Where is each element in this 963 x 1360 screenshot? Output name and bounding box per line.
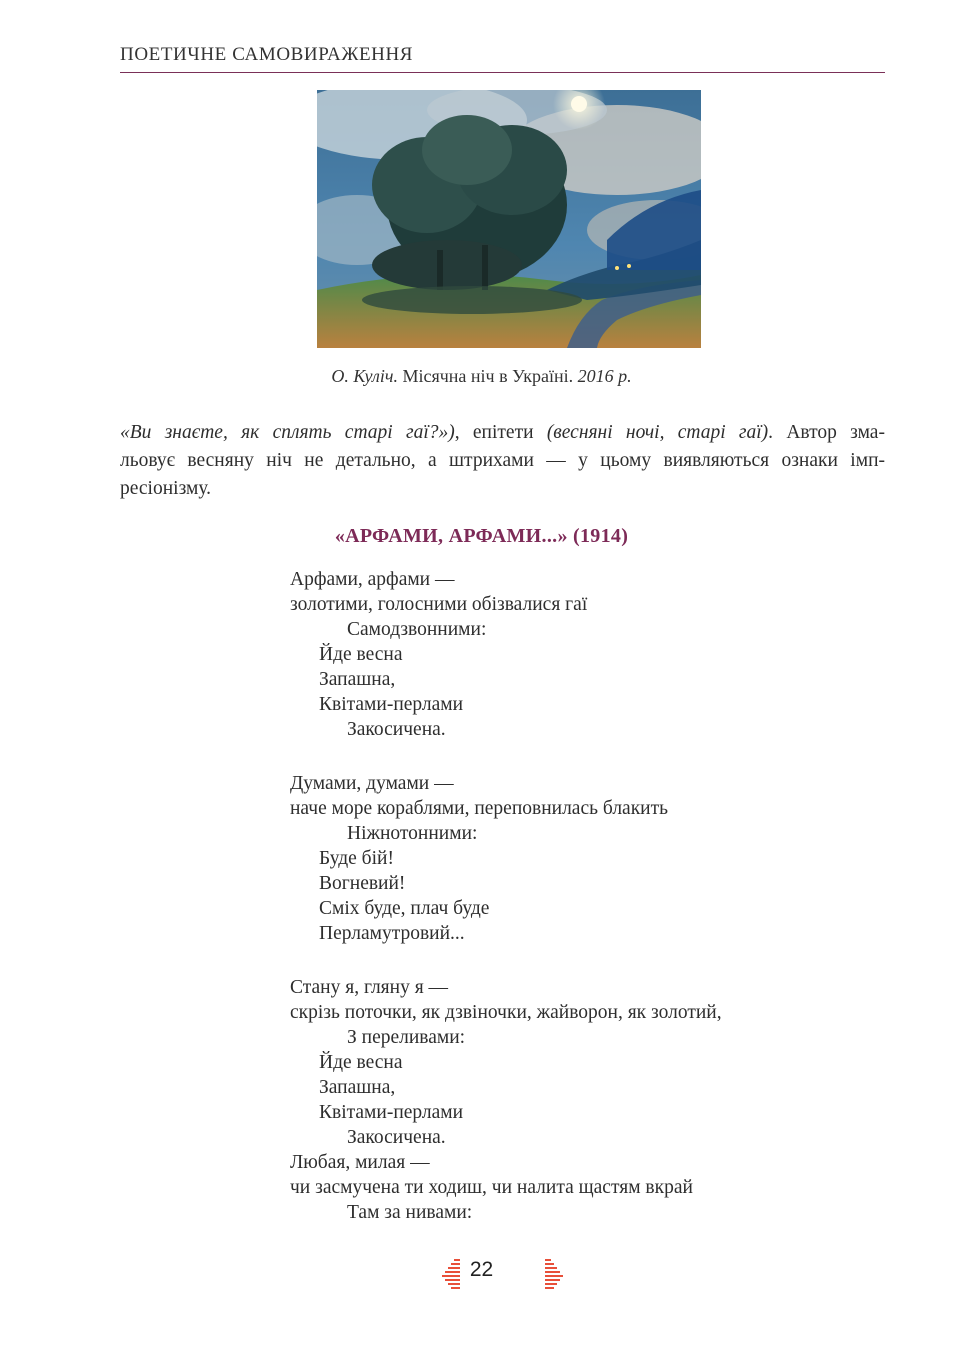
poem-line: чи засмучена ти ходиш, чи налита щастям вкрай <box>290 1177 693 1198</box>
poem-line: Квітами-перлами <box>319 1102 464 1123</box>
poem-line: З переливами: <box>347 1027 466 1048</box>
poem-line: Ніжнотонними: <box>347 823 478 844</box>
page-number: 22 <box>469 1258 494 1281</box>
poem-line: Самодзвонними: <box>347 619 487 640</box>
paragraph-line-3: ресіонізму. <box>120 478 212 499</box>
figure-caption <box>0 366 963 387</box>
poem-line: золотими, голосними обізвалися гаї <box>290 594 588 615</box>
poem-title-text: «АРФАМИ, АРФАМИ...» <box>334 525 568 547</box>
paragraph-line-1 <box>120 419 885 447</box>
poem-line: Стану я, гляну я — <box>290 977 449 998</box>
poem-line: Думами, думами — <box>290 773 454 794</box>
poem-line: Йде весна <box>319 644 403 665</box>
poem-line: Любая, милая — <box>290 1152 430 1173</box>
poem-line: Квітами-перлами <box>319 694 464 715</box>
poem-line: Арфами, арфами — <box>290 569 455 590</box>
header-rule <box>120 72 885 73</box>
poem-year: (1914) <box>567 525 629 547</box>
poem-line: Закосичена. <box>347 719 446 740</box>
running-header-title: ПОЕТИЧНЕ САМОВИРАЖЕННЯ <box>120 44 414 65</box>
poem-title <box>0 525 963 548</box>
body-paragraph <box>120 419 885 503</box>
poem-body <box>290 567 722 1225</box>
poem-line: Вогневий! <box>319 873 406 894</box>
poem-line: Перламутровий... <box>319 923 465 944</box>
poem-line: Закосичена. <box>347 1127 446 1148</box>
paragraph-line-2: льовує весняну ніч не детально, а штрихами — у цьому виявляються ознаки імп- <box>120 450 885 471</box>
paragraph-text: , епітети <box>454 422 547 443</box>
poem-line: Сміх буде, плач буде <box>319 898 490 919</box>
poem-line: Запашна, <box>319 669 396 690</box>
painting-moonlit-night <box>317 90 701 348</box>
right-ornament-icon <box>545 1258 563 1297</box>
poem-line: Там за нивами: <box>347 1202 473 1223</box>
epithets: (весняні ночі, старі гаї) <box>546 422 769 443</box>
caption-title: Місячна ніч в Україні. <box>397 366 578 386</box>
poem-line: Запашна, <box>319 1077 396 1098</box>
caption-year: 2016 р. <box>577 366 632 386</box>
stanza-gap <box>290 742 722 771</box>
caption-author: О. Куліч. <box>331 366 398 386</box>
poem-line: скрізь поточки, як дзвіночки, жайворон, як золотий, <box>290 1002 722 1023</box>
stanza-gap <box>290 946 722 975</box>
poem-line: наче море кораблями, переповнилась блакить <box>290 798 669 819</box>
poem-line: Йде весна <box>319 1052 403 1073</box>
paragraph-text: . Автор зма- <box>768 422 885 443</box>
quote-line: «Ви знаєте, як сплять старі гаї?») <box>120 422 455 443</box>
poem-line: Буде бій! <box>319 848 394 869</box>
